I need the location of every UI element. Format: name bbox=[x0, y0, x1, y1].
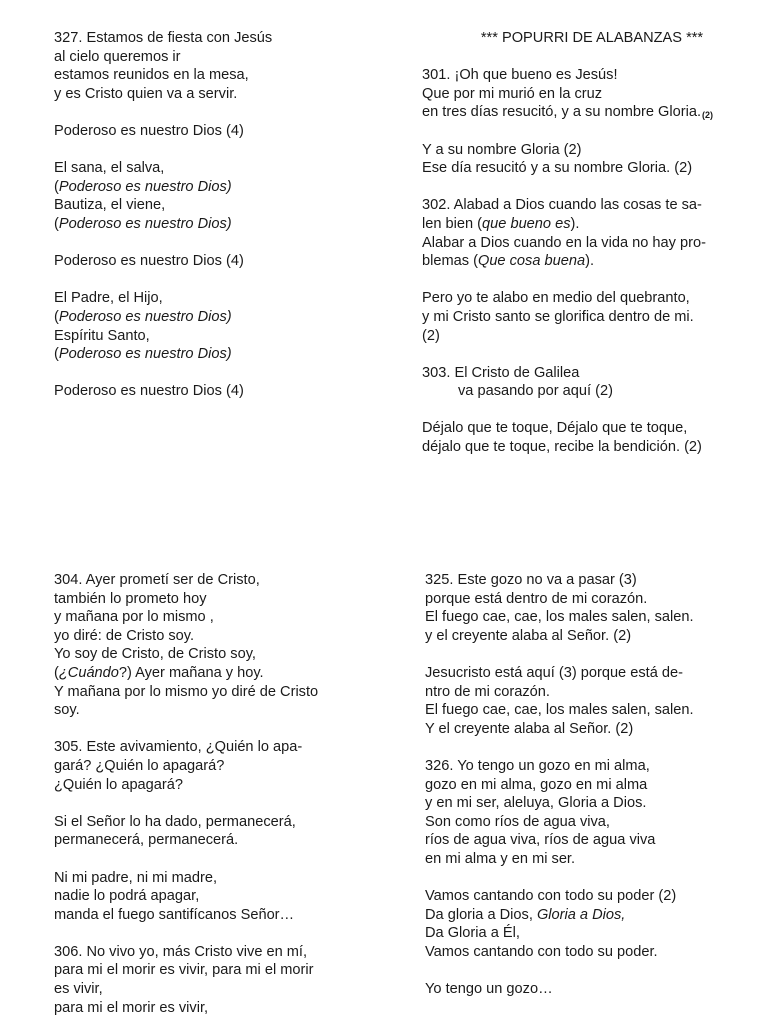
text-run: blemas ( bbox=[422, 253, 478, 270]
song-line: Ese día resucitó y a su nombre Gloria. (2) bbox=[422, 160, 693, 177]
text-run: ?) Ayer mañana y hoy. bbox=[118, 664, 264, 681]
song-line: El sana, el salva, bbox=[54, 160, 165, 177]
refrain-text: Poderoso es nuestro Dios) bbox=[58, 308, 232, 325]
italic-run: Que cosa buena bbox=[477, 253, 586, 270]
song-line: Vamos cantando con todo su poder (2) bbox=[425, 888, 677, 905]
song-line: va pasando por aquí (2) bbox=[458, 383, 613, 400]
text-run: ). bbox=[585, 253, 594, 270]
italic-run: que bueno es bbox=[482, 215, 571, 232]
song-line bbox=[422, 103, 762, 122]
song-line: nadie lo podrá apagar, bbox=[54, 888, 200, 905]
popurri-block bbox=[422, 29, 762, 457]
song-line: Espíritu Santo, bbox=[54, 327, 150, 344]
song-line: déjalo que te toque, recibe la bendición. (2) bbox=[422, 439, 702, 456]
song-line: Da Gloria a Él, bbox=[425, 925, 520, 942]
refrain-text: Poderoso es nuestro Dios) bbox=[58, 215, 232, 232]
song-line: Y el creyente alaba al Señor. (2) bbox=[425, 720, 634, 737]
song-line: Jesucristo está aquí (3) porque está de- bbox=[425, 664, 683, 681]
text-run: ( bbox=[54, 664, 59, 681]
refrain-text: Poderoso es nuestro Dios) bbox=[58, 346, 232, 363]
song-line: Bautiza, el viene, bbox=[54, 197, 166, 214]
song-line bbox=[422, 252, 762, 271]
song-326-title: 326. Yo tengo un gozo en mi alma, bbox=[425, 757, 650, 774]
song-line: Que por mi murió en la cruz bbox=[422, 85, 603, 102]
song-line: y mi Cristo santo se glorifica dentro de mi. bbox=[422, 308, 694, 325]
song-line: Alabar a Dios cuando en la vida no hay pro- bbox=[422, 234, 706, 251]
song-line: estamos reunidos en la mesa, bbox=[54, 67, 249, 84]
song-line: y es Cristo quien va a servir. bbox=[54, 85, 238, 102]
song-line: también lo prometo hoy bbox=[54, 590, 207, 607]
song-line: ntro de mi corazón. bbox=[425, 683, 550, 700]
song-303-title: 303. El Cristo de Galilea bbox=[422, 364, 580, 381]
song-line-text: en tres días resucitó, y a su nombre Gloria. bbox=[422, 104, 702, 121]
song-line: Y mañana por lo mismo yo diré de Cristo bbox=[54, 683, 319, 700]
song-line: gozo en mi alma, gozo en mi alma bbox=[425, 776, 648, 793]
song-line: en mi alma y en mi ser. bbox=[425, 850, 576, 867]
song-line: El fuego cae, cae, los males salen, salen. bbox=[425, 609, 694, 626]
song-line: El fuego cae, cae, los males salen, salen. bbox=[425, 702, 694, 719]
song-306-title: 306. No vivo yo, más Cristo vive en mí, bbox=[54, 943, 308, 960]
song-line: Y a su nombre Gloria (2) bbox=[422, 141, 582, 158]
song-304-title: 304. Ayer prometí ser de Cristo, bbox=[54, 572, 260, 588]
song-line: Ni mi padre, ni mi madre, bbox=[54, 869, 218, 886]
song-line: es vivir, bbox=[54, 981, 103, 998]
refrain-line: (Poderoso es nuestro Dios) bbox=[54, 346, 232, 363]
text-run: len bien ( bbox=[422, 215, 483, 232]
song-line: y en mi ser, aleluya, Gloria a Dios. bbox=[425, 795, 647, 812]
refrain-line: (Poderoso es nuestro Dios) bbox=[54, 178, 232, 195]
song-line: Yo tengo un gozo… bbox=[425, 981, 553, 998]
songs-325-326-block bbox=[425, 571, 765, 999]
song-line bbox=[425, 906, 765, 925]
chorus-line: Poderoso es nuestro Dios (4) bbox=[54, 383, 244, 400]
song-301-title: 301. ¡Oh que bueno es Jesús! bbox=[422, 67, 618, 84]
song-line bbox=[422, 215, 762, 234]
song-line: y mañana por lo mismo , bbox=[54, 609, 214, 626]
chorus-line: Poderoso es nuestro Dios (4) bbox=[54, 253, 244, 270]
chorus-line: Poderoso es nuestro Dios (4) bbox=[54, 122, 244, 139]
song-line: para mi el morir es vivir, bbox=[54, 999, 209, 1016]
song-327-block bbox=[54, 29, 374, 401]
song-325-title: 325. Este gozo no va a pasar (3) bbox=[425, 572, 637, 588]
song-line: permanecerá, permanecerá. bbox=[54, 832, 239, 849]
italic-run: ¿Cuándo bbox=[58, 664, 119, 681]
text-run: ). bbox=[570, 215, 580, 232]
song-line: manda el fuego santifícanos Señor… bbox=[54, 906, 295, 923]
song-line: gará? ¿Quién lo apagará? bbox=[54, 757, 225, 774]
song-line: porque está dentro de mi corazón. bbox=[425, 590, 648, 607]
song-line: Si el Señor lo ha dado, permanecerá, bbox=[54, 813, 296, 830]
song-line: al cielo queremos ir bbox=[54, 48, 181, 65]
song-line: yo diré: de Cristo soy. bbox=[54, 627, 195, 644]
song-line: (2) bbox=[422, 327, 440, 344]
song-305-title: 305. Este avivamiento, ¿Quién lo apa- bbox=[54, 739, 303, 756]
song-line: Déjalo que te toque, Déjalo que te toque, bbox=[422, 420, 688, 437]
refrain-line: (Poderoso es nuestro Dios) bbox=[54, 308, 232, 325]
song-line: para mi el morir es vivir, para mi el morir bbox=[54, 962, 314, 979]
popurri-heading: *** POPURRI DE ALABANZAS *** bbox=[480, 30, 704, 46]
repeat-mark: (2) bbox=[702, 110, 714, 121]
song-line: Son como ríos de agua viva, bbox=[425, 813, 610, 830]
refrain-text: Poderoso es nuestro Dios) bbox=[58, 178, 232, 195]
songs-304-306-block bbox=[54, 571, 374, 1017]
song-line: ríos de agua viva, ríos de agua viva bbox=[425, 832, 656, 849]
song-line: Yo soy de Cristo, de Cristo soy, bbox=[54, 646, 256, 663]
song-line: El Padre, el Hijo, bbox=[54, 290, 163, 307]
text-run: Da gloria a Dios, bbox=[425, 906, 537, 923]
song-line: Pero yo te alabo en medio del quebranto, bbox=[422, 290, 690, 307]
song-line: soy. bbox=[54, 702, 80, 719]
song-line: ¿Quién lo apagará? bbox=[54, 776, 183, 793]
song-line bbox=[54, 664, 374, 683]
song-line: Vamos cantando con todo su poder. bbox=[425, 943, 658, 960]
italic-run: Gloria a Dios, bbox=[536, 906, 626, 923]
song-327-title: 327. Estamos de fiesta con Jesús bbox=[54, 30, 273, 46]
song-302-title: 302. Alabad a Dios cuando las cosas te sa- bbox=[422, 197, 702, 214]
refrain-line: (Poderoso es nuestro Dios) bbox=[54, 215, 232, 232]
song-line: y el creyente alaba al Señor. (2) bbox=[425, 627, 632, 644]
